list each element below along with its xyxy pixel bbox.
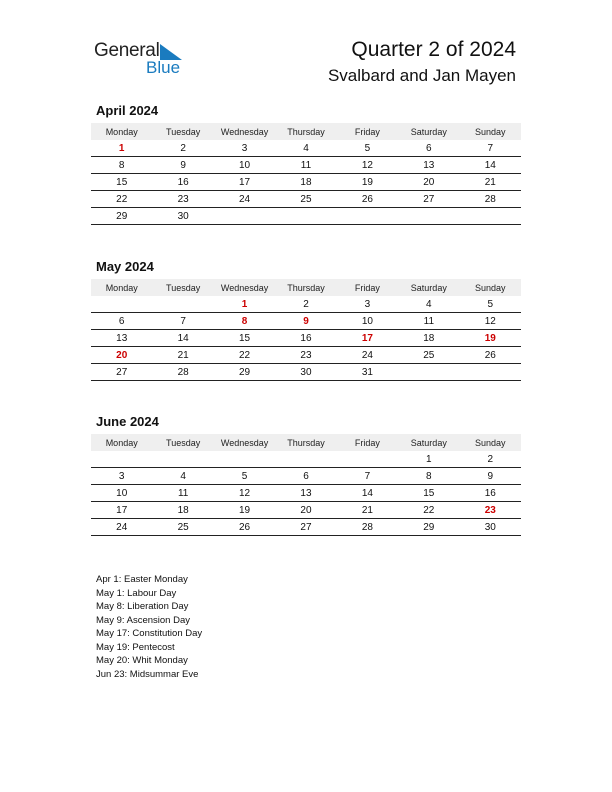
day-cell: 24 bbox=[337, 347, 398, 364]
day-cell: 12 bbox=[337, 157, 398, 174]
day-cell: 3 bbox=[214, 140, 275, 157]
day-cell: 29 bbox=[91, 208, 152, 225]
day-cell: 25 bbox=[275, 191, 336, 208]
day-cell: 11 bbox=[275, 157, 336, 174]
day-cell bbox=[398, 208, 459, 225]
day-cell: 25 bbox=[152, 519, 213, 536]
day-cell: 22 bbox=[398, 502, 459, 519]
day-cell bbox=[337, 451, 398, 468]
day-cell: 26 bbox=[337, 191, 398, 208]
day-cell: 9 bbox=[275, 313, 336, 330]
day-cell: 23 bbox=[275, 347, 336, 364]
day-cell: 5 bbox=[214, 468, 275, 485]
day-cell: 8 bbox=[398, 468, 459, 485]
weekday-header-row bbox=[91, 279, 521, 296]
month-may bbox=[91, 258, 521, 381]
day-cell: 6 bbox=[91, 313, 152, 330]
day-cell: 13 bbox=[398, 157, 459, 174]
day-cell: 22 bbox=[214, 347, 275, 364]
day-cell: 6 bbox=[398, 140, 459, 157]
day-cell: 10 bbox=[214, 157, 275, 174]
day-cell bbox=[398, 364, 459, 381]
holiday-note: May 20: Whit Monday bbox=[96, 655, 188, 666]
day-cell: 27 bbox=[275, 519, 336, 536]
calendar-table bbox=[91, 434, 521, 536]
day-cell bbox=[275, 451, 336, 468]
day-cell: 7 bbox=[152, 313, 213, 330]
week-row bbox=[91, 451, 521, 468]
day-cell: 2 bbox=[460, 451, 521, 468]
day-cell: 27 bbox=[398, 191, 459, 208]
day-cell: 28 bbox=[460, 191, 521, 208]
day-cell: 25 bbox=[398, 347, 459, 364]
day-cell: 20 bbox=[398, 174, 459, 191]
day-cell: 2 bbox=[152, 140, 213, 157]
weekday-header: Wednesday bbox=[214, 123, 275, 140]
day-cell: 31 bbox=[337, 364, 398, 381]
day-cell bbox=[214, 451, 275, 468]
weekday-header: Sunday bbox=[460, 434, 521, 451]
day-cell: 4 bbox=[398, 296, 459, 313]
weekday-header: Friday bbox=[337, 279, 398, 296]
day-cell: 12 bbox=[214, 485, 275, 502]
day-cell: 21 bbox=[152, 347, 213, 364]
week-row bbox=[91, 330, 521, 347]
day-cell: 8 bbox=[91, 157, 152, 174]
logo-text-general: General bbox=[94, 40, 160, 61]
day-cell: 6 bbox=[275, 468, 336, 485]
day-cell: 18 bbox=[398, 330, 459, 347]
day-cell: 12 bbox=[460, 313, 521, 330]
day-cell: 5 bbox=[460, 296, 521, 313]
month-title: June 2024 bbox=[96, 414, 159, 429]
day-cell: 11 bbox=[152, 485, 213, 502]
week-row bbox=[91, 468, 521, 485]
weekday-header: Saturday bbox=[398, 123, 459, 140]
weekday-header: Thursday bbox=[275, 123, 336, 140]
calendar-table bbox=[91, 123, 521, 225]
week-row bbox=[91, 140, 521, 157]
weekday-header: Monday bbox=[91, 123, 152, 140]
day-cell bbox=[91, 451, 152, 468]
day-cell: 28 bbox=[337, 519, 398, 536]
weekday-header: Saturday bbox=[398, 434, 459, 451]
weekday-header: Monday bbox=[91, 279, 152, 296]
day-cell: 2 bbox=[275, 296, 336, 313]
holiday-notes bbox=[96, 573, 202, 681]
month-title: April 2024 bbox=[96, 103, 159, 118]
holiday-note: May 1: Labour Day bbox=[96, 587, 177, 599]
day-cell: 15 bbox=[91, 174, 152, 191]
day-cell: 19 bbox=[214, 502, 275, 519]
week-row bbox=[91, 174, 521, 191]
weekday-header: Tuesday bbox=[152, 123, 213, 140]
logo-text-blue: Blue bbox=[146, 58, 181, 77]
day-cell: 9 bbox=[460, 468, 521, 485]
day-cell bbox=[214, 208, 275, 225]
weekday-header: Wednesday bbox=[214, 279, 275, 296]
day-cell: 5 bbox=[337, 140, 398, 157]
day-cell: 8 bbox=[214, 313, 275, 330]
day-cell: 14 bbox=[337, 485, 398, 502]
page-subtitle: Svalbard and Jan Mayen bbox=[327, 66, 516, 85]
day-cell: 19 bbox=[337, 174, 398, 191]
weekday-header: Tuesday bbox=[152, 434, 213, 451]
day-cell: 3 bbox=[337, 296, 398, 313]
day-cell: 15 bbox=[214, 330, 275, 347]
month-title: May 2024 bbox=[96, 259, 154, 274]
weekday-header: Wednesday bbox=[214, 434, 275, 451]
holiday-note: May 9: Ascension Day bbox=[96, 614, 190, 626]
weekday-header: Thursday bbox=[275, 279, 336, 296]
weekday-header: Saturday bbox=[398, 279, 459, 296]
day-cell: 30 bbox=[460, 519, 521, 536]
day-cell: 1 bbox=[398, 451, 459, 468]
day-cell: 17 bbox=[337, 330, 398, 347]
day-cell: 1 bbox=[91, 140, 152, 157]
day-cell: 16 bbox=[152, 174, 213, 191]
day-cell: 24 bbox=[214, 191, 275, 208]
day-cell: 18 bbox=[275, 174, 336, 191]
day-cell: 19 bbox=[460, 330, 521, 347]
day-cell bbox=[275, 208, 336, 225]
day-cell bbox=[460, 208, 521, 225]
day-cell: 7 bbox=[460, 140, 521, 157]
day-cell: 24 bbox=[91, 519, 152, 536]
day-cell: 3 bbox=[91, 468, 152, 485]
week-row bbox=[91, 296, 521, 313]
day-cell: 21 bbox=[337, 502, 398, 519]
day-cell: 7 bbox=[337, 468, 398, 485]
day-cell: 17 bbox=[214, 174, 275, 191]
day-cell bbox=[460, 364, 521, 381]
day-cell: 10 bbox=[337, 313, 398, 330]
weekday-header: Tuesday bbox=[152, 279, 213, 296]
day-cell: 16 bbox=[275, 330, 336, 347]
calendar-table bbox=[91, 279, 521, 381]
weekday-header: Sunday bbox=[460, 123, 521, 140]
day-cell: 21 bbox=[460, 174, 521, 191]
week-row bbox=[91, 313, 521, 330]
day-cell: 29 bbox=[214, 364, 275, 381]
day-cell bbox=[152, 296, 213, 313]
day-cell: 22 bbox=[91, 191, 152, 208]
weekday-header-row bbox=[91, 123, 521, 140]
day-cell: 26 bbox=[460, 347, 521, 364]
day-cell: 30 bbox=[275, 364, 336, 381]
day-cell: 4 bbox=[152, 468, 213, 485]
day-cell: 29 bbox=[398, 519, 459, 536]
day-cell: 23 bbox=[460, 502, 521, 519]
day-cell bbox=[91, 296, 152, 313]
day-cell: 20 bbox=[275, 502, 336, 519]
day-cell: 10 bbox=[91, 485, 152, 502]
weekday-header: Friday bbox=[337, 434, 398, 451]
week-row bbox=[91, 157, 521, 174]
week-row bbox=[91, 347, 521, 364]
day-cell: 15 bbox=[398, 485, 459, 502]
day-cell: 4 bbox=[275, 140, 336, 157]
day-cell: 18 bbox=[152, 502, 213, 519]
day-cell: 1 bbox=[214, 296, 275, 313]
weekday-header: Friday bbox=[337, 123, 398, 140]
holiday-note: May 17: Constitution Day bbox=[96, 628, 203, 639]
weekday-header: Thursday bbox=[275, 434, 336, 451]
month-june bbox=[91, 413, 521, 536]
day-cell: 20 bbox=[91, 347, 152, 364]
week-row bbox=[91, 485, 521, 502]
week-row bbox=[91, 519, 521, 536]
holiday-note: May 19: Pentecost bbox=[96, 641, 175, 653]
day-cell: 14 bbox=[460, 157, 521, 174]
holiday-note: May 8: Liberation Day bbox=[96, 601, 189, 612]
day-cell bbox=[152, 451, 213, 468]
month-april bbox=[91, 102, 521, 225]
day-cell: 17 bbox=[91, 502, 152, 519]
day-cell: 26 bbox=[214, 519, 275, 536]
week-row bbox=[91, 502, 521, 519]
day-cell: 9 bbox=[152, 157, 213, 174]
generalblue-logo bbox=[94, 40, 194, 80]
week-row bbox=[91, 208, 521, 225]
weekday-header-row bbox=[91, 434, 521, 451]
day-cell: 11 bbox=[398, 313, 459, 330]
day-cell bbox=[337, 208, 398, 225]
page-title: Quarter 2 of 2024 bbox=[351, 38, 516, 61]
day-cell: 14 bbox=[152, 330, 213, 347]
day-cell: 16 bbox=[460, 485, 521, 502]
day-cell: 27 bbox=[91, 364, 152, 381]
weekday-header: Monday bbox=[91, 434, 152, 451]
day-cell: 23 bbox=[152, 191, 213, 208]
day-cell: 13 bbox=[275, 485, 336, 502]
day-cell: 28 bbox=[152, 364, 213, 381]
weekday-header: Sunday bbox=[460, 279, 521, 296]
holiday-note: Jun 23: Midsummar Eve bbox=[96, 668, 199, 680]
week-row bbox=[91, 191, 521, 208]
holiday-note: Apr 1: Easter Monday bbox=[96, 574, 188, 585]
day-cell: 30 bbox=[152, 208, 213, 225]
day-cell: 13 bbox=[91, 330, 152, 347]
week-row bbox=[91, 364, 521, 381]
